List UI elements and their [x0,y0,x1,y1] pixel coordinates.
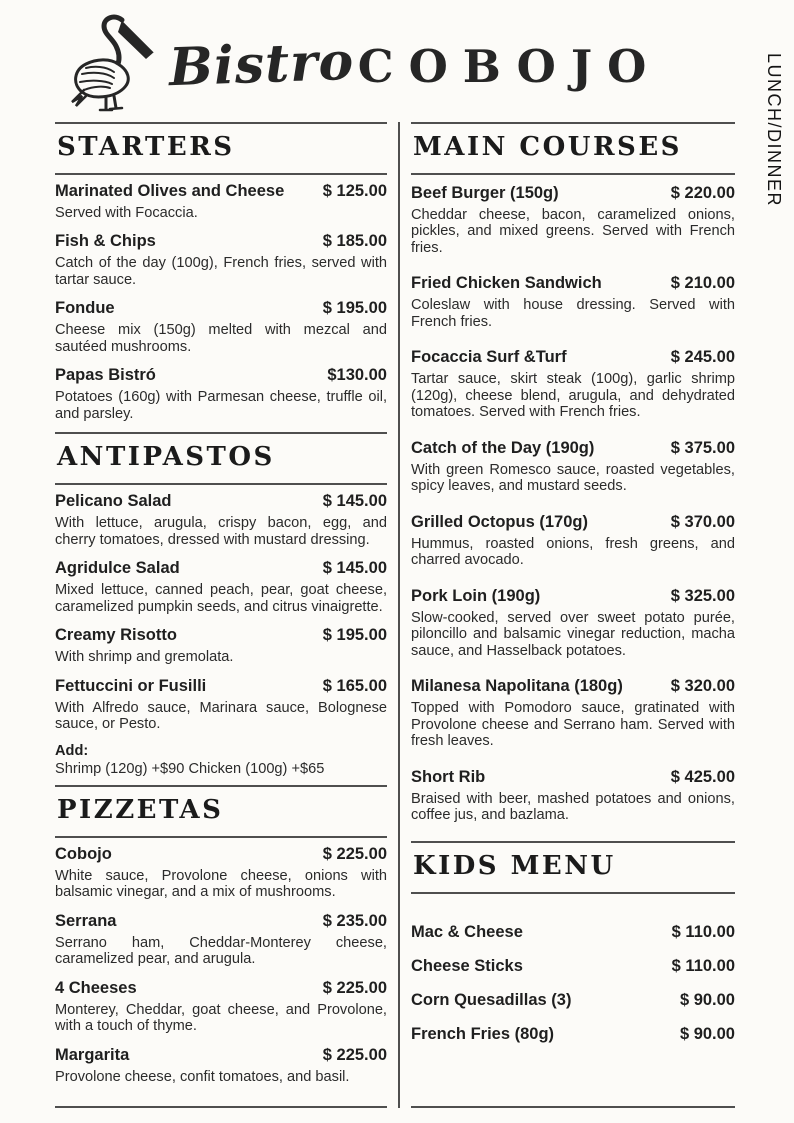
menu-item-price: $ 90.00 [679,1024,735,1043]
menu-item-description: Slow-cooked, served over sweet potato purée, piloncillo and balsamic vinegar reduction, macha sauce, and Hasselback potatoes. [411,609,735,659]
menu-item-row [55,365,387,385]
section-rule [411,173,735,175]
menu-item-description: Topped with Pomodoro sauce, gratinated with Provolone cheese and Serrano ham. Served with fresh leaves. [411,700,735,750]
menu-item-name: Cobojo [55,844,112,863]
menu-item-price: $ 225.00 [322,978,387,997]
menu-item-row [411,1024,735,1044]
menu-item-price: $130.00 [327,366,387,385]
menu-item-price: $ 425.00 [670,767,735,786]
column-bottom-rule [55,1106,387,1108]
section-rule [55,432,387,434]
menu-item-price: $ 370.00 [670,512,735,531]
menu-item-name: Fettuccini or Fusilli [55,676,207,695]
menu-item-description: Mixed lettuce, canned peach, pear, goat cheese, caramelized pumpkin seeds, and citrus vinaigrette. [55,582,387,615]
section-rule [55,122,387,124]
menu-item-row [55,911,387,931]
menu-section-pizzetas [55,785,387,1095]
section-rule [411,841,735,843]
menu-section-main-courses [411,122,735,841]
menu-item-price: $ 125.00 [322,181,387,200]
menu-item-name: Corn Quesadillas (3) [411,990,572,1009]
pelican-logo-icon [62,12,174,119]
menu-item-name: Short Rib [411,767,486,786]
section-rule [411,892,735,894]
section-title-pizzetas: PIZZETAS [57,794,224,825]
menu-item-row [411,183,735,203]
menu-item-description: With green Romesco sauce, roasted vegetables, spicy leaves, and mustard seeds. [411,461,735,495]
menu-item-price: $ 185.00 [322,232,387,251]
menu-item-name: Catch of the Day (190g) [411,438,595,457]
menu-item-price: $ 195.00 [322,626,387,645]
menu-item-description: Potatoes (160g) with Parmesan cheese, truffle oil, and parsley. [55,389,387,422]
menu-item-description: With Alfredo sauce, Marinara sauce, Bolognese sauce, or Pesto. [55,699,387,733]
menu-item-name: Cheese Sticks [411,956,523,975]
menu-item-price: $ 90.00 [679,990,735,1009]
menu-item-description: With shrimp and gremolata. [55,649,234,666]
brand-name-word: COBOJO [357,40,662,93]
addons-label: Add: [55,742,89,759]
menu-item-description: Cheese mix (150g) melted with mezcal and sautéed mushrooms. [55,322,387,355]
menu-item-row [55,181,387,201]
menu-item-price: $ 145.00 [322,492,387,511]
menu-item-name: Focaccia Surf &Turf [411,348,567,367]
menu-item-row [411,990,735,1010]
menu-item-price: $ 245.00 [670,348,735,367]
menu-column-right [411,122,735,1108]
section-rule [411,122,735,124]
menu-item-row [55,231,387,251]
menu-item-name: Fried Chicken Sandwich [411,274,602,293]
menu-item-price: $ 220.00 [670,183,735,202]
menu-item-name: Marinated Olives and Cheese [55,181,285,200]
addons-text: Shrimp (120g) +$90 Chicken (100g) +$65 [55,760,325,777]
menu-item-row [55,625,387,645]
column-divider [387,122,411,1108]
menu-item-price: $ 210.00 [670,274,735,293]
menu-item-name: Agridulce Salad [55,559,180,578]
menu-section-kids-menu [411,841,735,1058]
menu-item-name: 4 Cheeses [55,978,137,997]
menu-item-price: $ 375.00 [670,438,735,457]
menu-item-row [55,676,387,696]
menu-item-row [55,558,387,578]
menu-item-price: $ 235.00 [322,911,387,930]
menu-section-antipastos [55,432,387,784]
menu-item-name: Margarita [55,1045,130,1064]
menu-item-name: Fish & Chips [55,232,156,251]
menu-item-name: Creamy Risotto [55,626,177,645]
menu-item-description: Hummus, roasted onions, fresh greens, and charred avocado. [411,535,735,569]
menu-content [55,122,735,1108]
section-title-kids-menu: KIDS MENU [413,850,616,881]
section-rule [55,483,387,485]
brand-script-word: Bistro [167,30,355,99]
menu-item-price: $ 225.00 [322,1045,387,1064]
menu-item-row [55,978,387,998]
menu-item-name: Grilled Octopus (170g) [411,512,588,531]
menu-item-description: Cheddar cheese, bacon, caramelized onions, pickles, and mixed greens. Served with French fries. [411,206,735,256]
menu-item-row [411,438,735,458]
menu-item-description: Monterey, Cheddar, goat cheese, and Provolone, with a touch of thyme. [55,1001,387,1035]
menu-item-price: $ 165.00 [322,676,387,695]
menu-item-row [55,1045,387,1065]
menu-item-description: Coleslaw with house dressing. Served with French fries. [411,297,735,330]
menu-item-row [411,922,735,942]
brand-title [167,30,662,99]
menu-item-row [55,298,387,318]
menu-item-name: Fondue [55,299,115,318]
menu-item-price: $ 325.00 [670,586,735,605]
menu-item-row [411,347,735,367]
section-title-main-courses: MAIN COURSES [413,132,682,162]
menu-item-price: $ 110.00 [671,922,735,941]
menu-item-description: Tartar sauce, skirt steak (100g), garlic shrimp (120g), cheese blend, arugula, and dehydrated tomatoes. Served with French fries. [411,371,735,421]
menu-item-price: $ 195.00 [322,299,387,318]
menu-item-row [411,956,735,976]
section-rule [55,836,387,838]
menu-item-row [411,586,735,606]
menu-item-row [55,491,387,511]
menu-item-name: French Fries (80g) [411,1024,555,1043]
section-title-starters: STARTERS [57,132,235,162]
menu-item-name: Mac & Cheese [411,922,523,941]
menu-item-row [411,767,735,787]
lunch-dinner-label: LUNCH/DINNER [764,53,784,208]
menu-item-name: Serrana [55,911,117,930]
menu-item-row [411,676,735,696]
menu-item-price: $ 110.00 [671,956,735,975]
menu-item-description: Braised with beer, mashed potatoes and onions, coffee jus, and bazlama. [411,790,735,824]
menu-item-row [411,512,735,532]
menu-item-name: Pelicano Salad [55,492,172,511]
menu-item-row [55,844,387,864]
menu-item-description: White sauce, Provolone cheese, onions with balsamic vinegar, and a mix of mushrooms. [55,867,387,901]
section-rule [55,173,387,175]
menu-item-name: Milanesa Napolitana (180g) [411,677,623,696]
menu-item-name: Beef Burger (150g) [411,183,559,202]
menu-item-name: Papas Bistró [55,366,156,385]
menu-section-starters [55,122,387,432]
menu-item-name: Pork Loin (190g) [411,586,541,605]
menu-item-row [411,273,735,293]
menu-column-left [55,122,387,1108]
column-bottom-rule [411,1106,735,1108]
menu-item-description: With lettuce, arugula, crispy bacon, egg, and cherry tomatoes, dressed with mustard dressing. [55,515,387,548]
menu-item-price: $ 145.00 [322,559,387,578]
menu-item-price: $ 320.00 [670,677,735,696]
menu-item-description: Served with Focaccia. [55,204,198,221]
menu-item-description: Provolone cheese, confit tomatoes, and basil. [55,1068,350,1085]
menu-item-description: Serrano ham, Cheddar-Monterey cheese, caramelized pear, and arugula. [55,934,387,968]
menu-item-description: Catch of the day (100g), French fries, served with tartar sauce. [55,255,387,288]
menu-item-price: $ 225.00 [322,844,387,863]
section-rule [55,785,387,787]
section-title-antipastos: ANTIPASTOS [57,442,275,473]
